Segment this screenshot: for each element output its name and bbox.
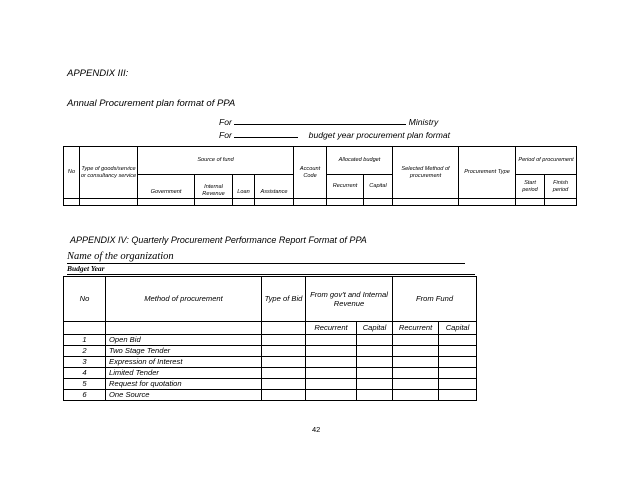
- t2-cell: [357, 379, 393, 390]
- t2-header-type-of-bid: Type of Bid: [262, 277, 306, 322]
- appendix-3-subtitle: Annual Procurement plan format of PPA: [67, 98, 236, 109]
- ministry-blank: [234, 115, 406, 125]
- t2-header-recurrent-fund: Recurrent: [393, 322, 439, 335]
- t1-header-selected-method: Selected Method of procurement: [393, 147, 459, 199]
- t2-cell: [306, 368, 357, 379]
- t2-cell: [357, 346, 393, 357]
- t2-header-from-fund: From Fund: [393, 277, 477, 322]
- t2-cell: [393, 379, 439, 390]
- t2-cell: [439, 390, 477, 401]
- t2-cell: [262, 322, 306, 335]
- quarterly-report-table: [63, 276, 477, 401]
- budget-year-line: [219, 128, 450, 140]
- row-method: Request for quotation: [106, 379, 262, 390]
- t1-cell: [80, 199, 138, 206]
- t2-cell: [262, 368, 306, 379]
- t2-cell: [306, 390, 357, 401]
- ministry-line-prefix: For: [219, 117, 232, 127]
- t1-cell: [327, 199, 364, 206]
- appendix-4-title: APPENDIX IV: Quarterly Procurement Performance Report Format of PPA: [70, 235, 367, 245]
- t2-cell: [357, 368, 393, 379]
- row-number: 3: [64, 357, 106, 368]
- t2-header-method: Method of procurement: [106, 277, 262, 322]
- t2-cell: [306, 357, 357, 368]
- page-number: 42: [312, 425, 321, 434]
- t1-header-loan: Loan: [233, 175, 255, 199]
- ministry-line: [219, 115, 438, 127]
- t2-cell: [439, 335, 477, 346]
- t1-header-period: Period of procurement: [516, 147, 577, 175]
- t1-cell: [516, 199, 545, 206]
- t1-cell: [233, 199, 255, 206]
- t1-header-government: Government: [138, 175, 195, 199]
- t2-cell: [64, 322, 106, 335]
- t1-header-type-of-goods: Type of goods/service or consultancy service: [80, 147, 138, 199]
- t2-cell: [306, 346, 357, 357]
- table-row: [64, 357, 477, 368]
- t1-header-allocated-budget: Allocated budget: [327, 147, 393, 175]
- t2-cell: [262, 390, 306, 401]
- t2-header-capital-fund: Capital: [439, 322, 477, 335]
- row-method: One Source: [106, 390, 262, 401]
- row-method: Expression of Interest: [106, 357, 262, 368]
- t2-cell: [357, 335, 393, 346]
- t2-cell: [306, 335, 357, 346]
- t1-cell: [255, 199, 294, 206]
- t2-header-recurrent: Recurrent: [306, 322, 357, 335]
- t2-cell: [106, 322, 262, 335]
- table-row: [64, 390, 477, 401]
- row-number: 4: [64, 368, 106, 379]
- t2-cell: [393, 357, 439, 368]
- ministry-line-suffix: Ministry: [408, 117, 439, 127]
- row-number: 1: [64, 335, 106, 346]
- t1-header-account-code: Account Code: [294, 147, 327, 199]
- t1-cell: [138, 199, 195, 206]
- t1-cell: [393, 199, 459, 206]
- t1-cell: [364, 199, 393, 206]
- t1-header-start-period: Start period: [516, 175, 545, 199]
- t1-header-capital: Capital: [364, 175, 393, 199]
- t1-header-recurrent: Recurrent: [327, 175, 364, 199]
- t1-header-finish-period: Finish period: [545, 175, 577, 199]
- t2-cell: [439, 368, 477, 379]
- t2-cell: [393, 335, 439, 346]
- annual-procurement-plan-table: [63, 146, 577, 206]
- t1-header-no: No: [64, 147, 80, 199]
- t2-header-capital: Capital: [357, 322, 393, 335]
- t2-cell: [306, 379, 357, 390]
- t1-cell: [64, 199, 80, 206]
- t1-cell: [545, 199, 577, 206]
- t2-cell: [439, 357, 477, 368]
- t1-empty-row: [64, 199, 577, 206]
- appendix-3-title: APPENDIX III:: [67, 68, 129, 79]
- table-row: [64, 335, 477, 346]
- row-number: 2: [64, 346, 106, 357]
- t2-cell: [439, 379, 477, 390]
- budget-year-line-prefix: For: [219, 130, 232, 140]
- t1-header-assistance: Assistance: [255, 175, 294, 199]
- t1-header-procurement-type: Procurement Type: [459, 147, 516, 199]
- t2-header-no: No: [64, 277, 106, 322]
- budget-year-blank: [234, 128, 298, 138]
- table-row: [64, 379, 477, 390]
- table-row: [64, 346, 477, 357]
- row-method: Two Stage Tender: [106, 346, 262, 357]
- table-row: [64, 368, 477, 379]
- t1-header-source-of-fund: Source of fund: [138, 147, 294, 175]
- t2-cell: [357, 390, 393, 401]
- t2-cell: [439, 346, 477, 357]
- row-number: 6: [64, 390, 106, 401]
- t1-cell: [459, 199, 516, 206]
- row-number: 5: [64, 379, 106, 390]
- t2-cell: [393, 390, 439, 401]
- t2-cell: [262, 357, 306, 368]
- row-method: Limited Tender: [106, 368, 262, 379]
- budget-year-heading: Budget Year: [67, 264, 475, 275]
- t2-cell: [393, 368, 439, 379]
- t2-cell: [393, 346, 439, 357]
- t2-cell: [262, 346, 306, 357]
- t2-header-from-gov: From gov't and Internal Revenue: [306, 277, 393, 322]
- t2-cell: [262, 379, 306, 390]
- t1-header-internal-revenue: Internal Revenue: [195, 175, 233, 199]
- t2-cell: [262, 335, 306, 346]
- organization-name-heading: Name of the organization: [67, 251, 465, 264]
- t2-cell: [357, 357, 393, 368]
- t1-cell: [195, 199, 233, 206]
- row-method: Open Bid: [106, 335, 262, 346]
- t1-cell: [294, 199, 327, 206]
- budget-year-line-suffix: budget year procurement plan format: [308, 130, 451, 140]
